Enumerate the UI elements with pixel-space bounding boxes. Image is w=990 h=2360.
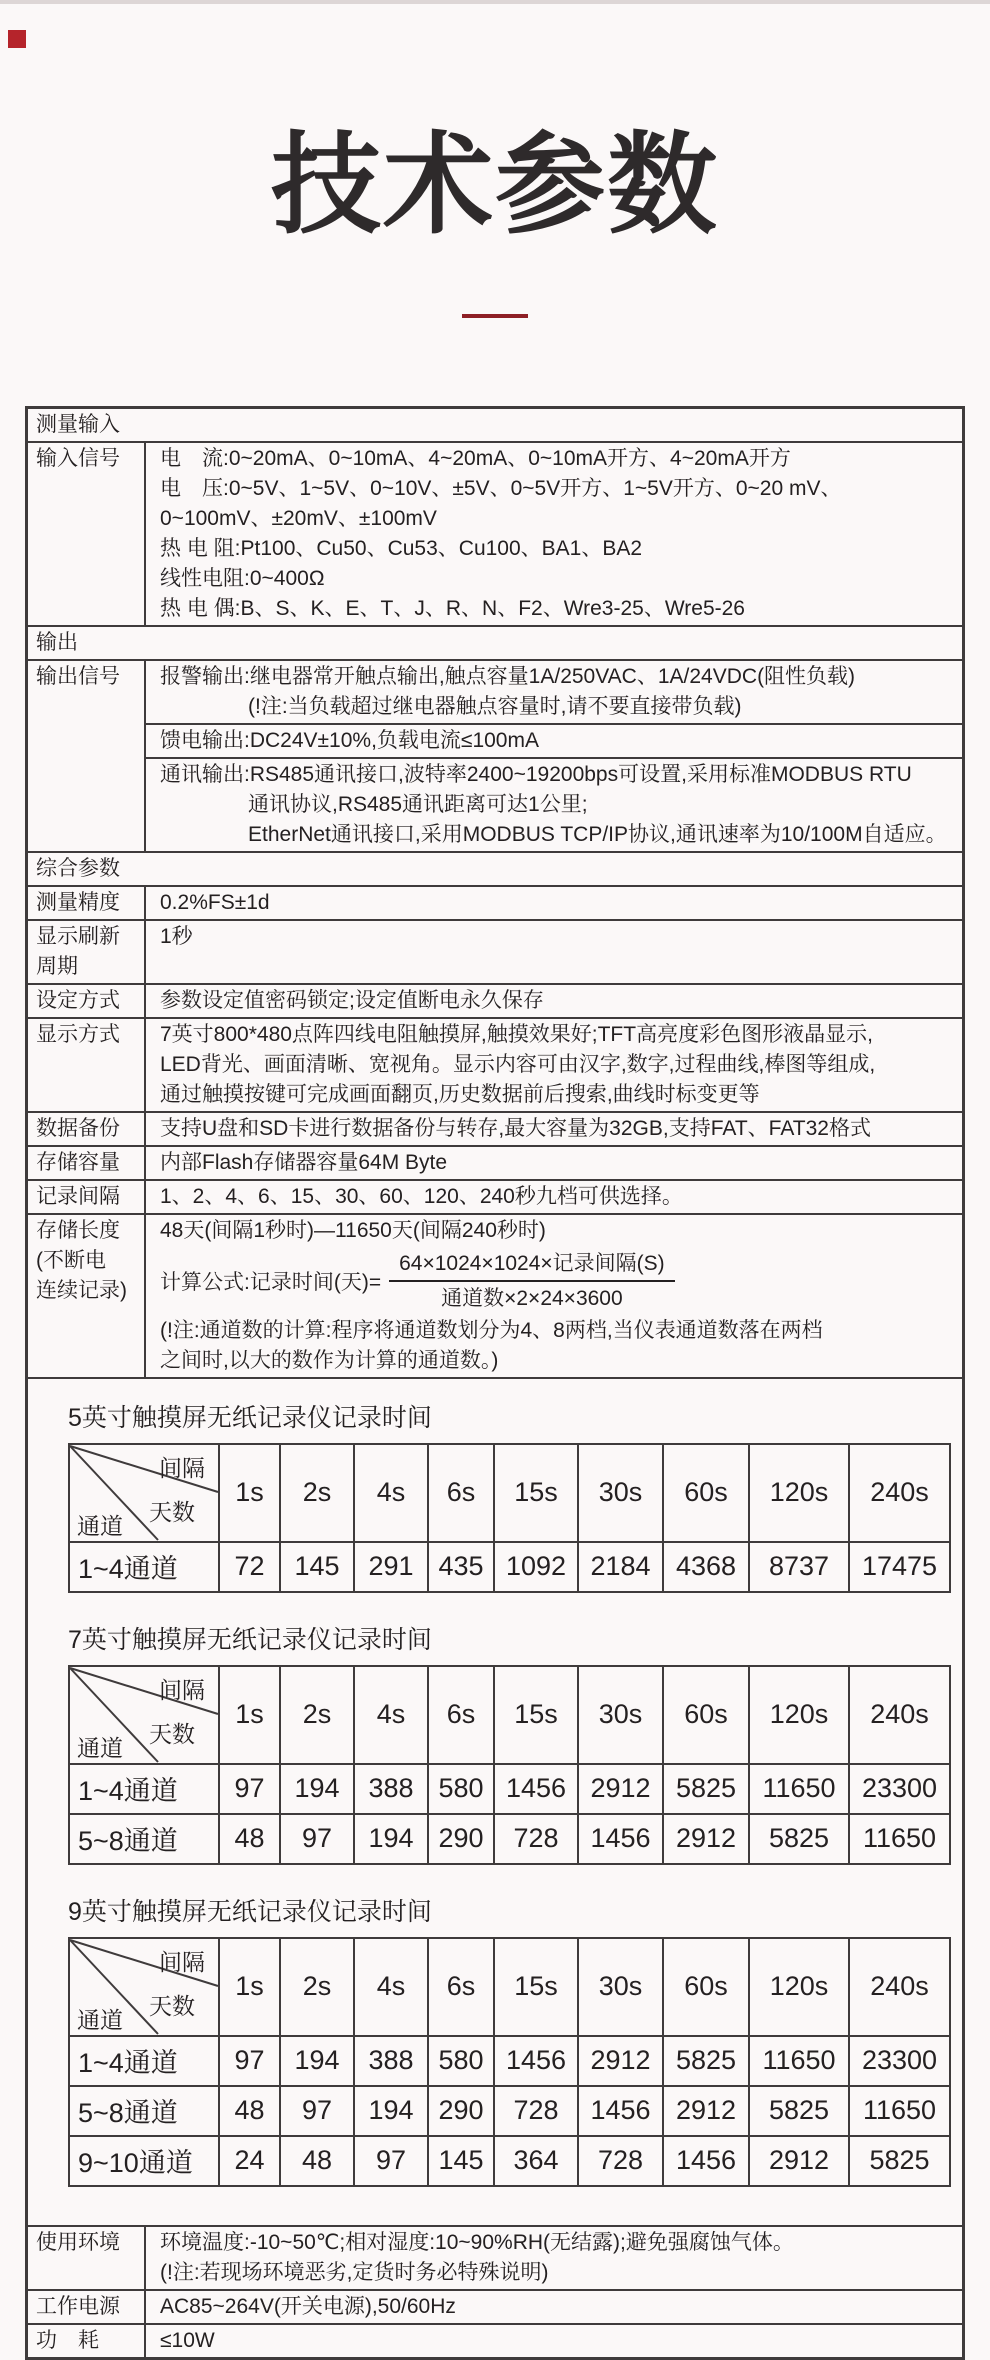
spec-row bbox=[28, 659, 962, 851]
interval-header: 30s bbox=[578, 1938, 663, 2036]
spec-row bbox=[28, 2323, 962, 2357]
spec-row-value bbox=[146, 1181, 962, 1213]
spec-section-header: 输出 bbox=[28, 625, 962, 659]
corner-label-days: 天数 bbox=[149, 1992, 195, 2019]
days-value-cell: 11650 bbox=[749, 1764, 849, 1814]
days-value-cell: 194 bbox=[354, 1814, 428, 1864]
value-line: 馈电输出:DC24V±10%,负载电流≤100mA bbox=[160, 728, 539, 752]
days-value-cell: 23300 bbox=[849, 2036, 950, 2086]
value-line: LED背光、画面清晰、宽视角。显示内容可由汉字,数字,过程曲线,棒图等组成, bbox=[160, 1052, 876, 1076]
days-value-cell: 5825 bbox=[849, 2136, 950, 2186]
spec-row bbox=[28, 885, 962, 919]
days-value-cell: 2912 bbox=[663, 1814, 749, 1864]
days-value-cell: 97 bbox=[280, 2086, 354, 2136]
label-line: 工作电源 bbox=[36, 2294, 120, 2318]
days-value-cell: 1456 bbox=[663, 2136, 749, 2186]
spec-section-header: 综合参数 bbox=[28, 851, 962, 885]
value-line: 环境温度:-10~50℃;相对湿度:10~90%RH(无结露);避免强腐蚀气体。 bbox=[160, 2230, 794, 2254]
interval-header: 240s bbox=[849, 1444, 950, 1542]
interval-header: 4s bbox=[354, 1938, 428, 2036]
interval-header: 2s bbox=[280, 1938, 354, 2036]
value-line: 线性电阻:0~400Ω bbox=[160, 566, 325, 590]
value-line: 1、2、4、6、15、30、60、120、240秒九档可供选择。 bbox=[160, 1184, 683, 1208]
days-value-cell: 11650 bbox=[849, 2086, 950, 2136]
days-value-cell: 23300 bbox=[849, 1764, 950, 1814]
spec-subrow bbox=[146, 723, 962, 757]
spec-table bbox=[25, 406, 965, 2360]
spec-row-value bbox=[146, 1147, 962, 1179]
label-line: 输入信号 bbox=[36, 446, 120, 470]
channel-range-cell: 9~10通道 bbox=[69, 2136, 219, 2186]
recording-table-header-row bbox=[69, 1666, 950, 1764]
interval-header: 30s bbox=[578, 1444, 663, 1542]
value-line: 热 电 偶:B、S、K、E、T、J、R、N、F2、Wre3-25、Wre5-26 bbox=[160, 596, 745, 620]
days-value-cell: 580 bbox=[428, 1764, 494, 1814]
days-value-cell: 194 bbox=[280, 1764, 354, 1814]
spec-section-header: 测量输入 bbox=[36, 412, 120, 436]
days-value-cell: 24 bbox=[219, 2136, 280, 2186]
days-value-cell: 5825 bbox=[663, 1764, 749, 1814]
page-title: 技术参数 bbox=[271, 124, 719, 247]
spec-row-label bbox=[28, 661, 146, 851]
label-line: 输出信号 bbox=[36, 664, 120, 688]
recording-table-block bbox=[68, 1899, 962, 2187]
spec-row-value bbox=[146, 1113, 962, 1145]
days-value-cell: 72 bbox=[219, 1542, 280, 1592]
diagonal-corner-icon bbox=[70, 1668, 218, 1762]
label-line: 连续记录) bbox=[36, 1278, 127, 1302]
diagonal-header-cell bbox=[69, 1444, 219, 1542]
spec-row-value bbox=[146, 443, 962, 625]
days-value-cell: 8737 bbox=[749, 1542, 849, 1592]
days-value-cell: 435 bbox=[428, 1542, 494, 1592]
spec-row-value bbox=[146, 887, 962, 919]
value-line: 热 电 阻:Pt100、Cu50、Cu53、Cu100、BA1、BA2 bbox=[160, 536, 643, 560]
spec-row-label bbox=[28, 1181, 146, 1213]
spec-row bbox=[28, 1213, 962, 1377]
days-value-cell: 48 bbox=[219, 2086, 280, 2136]
interval-header: 2s bbox=[280, 1666, 354, 1764]
days-value-cell: 2912 bbox=[663, 2086, 749, 2136]
days-value-cell: 290 bbox=[428, 2086, 494, 2136]
days-value-cell: 728 bbox=[494, 2086, 578, 2136]
label-line: (不断电 bbox=[36, 1248, 106, 1272]
days-value-cell: 2912 bbox=[578, 2036, 663, 2086]
channel-range-cell: 1~4通道 bbox=[69, 1764, 219, 1814]
interval-header: 6s bbox=[428, 1938, 494, 2036]
days-value-cell: 48 bbox=[219, 1814, 280, 1864]
corner-label-channel: 通道 bbox=[77, 1734, 123, 1761]
recording-table-row bbox=[69, 1814, 950, 1864]
interval-header: 60s bbox=[663, 1444, 749, 1542]
value-line: 电 压:0~5V、1~5V、0~10V、±5V、0~5V开方、1~5V开方、0~20 mV、 bbox=[160, 476, 842, 500]
channel-range-cell: 1~4通道 bbox=[69, 1542, 219, 1592]
interval-header: 1s bbox=[219, 1444, 280, 1542]
interval-header: 15s bbox=[494, 1666, 578, 1764]
days-value-cell: 48 bbox=[280, 2136, 354, 2186]
value-line: 内部Flash存储器容量64M Byte bbox=[160, 1150, 448, 1174]
title-underline bbox=[462, 314, 528, 318]
days-value-cell: 1456 bbox=[494, 2036, 578, 2086]
recording-table-title: 5英寸触摸屏无纸记录仪记录时间 bbox=[68, 1403, 432, 1432]
interval-header: 120s bbox=[749, 1938, 849, 2036]
value-line: 通讯输出:RS485通讯接口,波特率2400~19200bps可设置,采用标准MODBUS RTU bbox=[160, 762, 912, 786]
days-value-cell: 11650 bbox=[749, 2036, 849, 2086]
corner-label-interval: 间隔 bbox=[159, 1948, 205, 1975]
spec-row-value bbox=[146, 2227, 962, 2289]
label-line: 功 耗 bbox=[36, 2328, 99, 2352]
spec-row-value bbox=[146, 921, 962, 983]
diagonal-corner-icon bbox=[70, 1446, 218, 1540]
corner-label-channel: 通道 bbox=[77, 2006, 123, 2033]
spec-row bbox=[28, 2289, 962, 2323]
days-value-cell: 5825 bbox=[663, 2036, 749, 2086]
label-line: 存储容量 bbox=[36, 1150, 120, 1174]
value-line: (!注:当负载超过继电器触点容量时,请不要直接带负载) bbox=[248, 694, 742, 718]
interval-header: 15s bbox=[494, 1444, 578, 1542]
interval-header: 120s bbox=[749, 1666, 849, 1764]
corner-label-interval: 间隔 bbox=[159, 1454, 205, 1481]
interval-header: 4s bbox=[354, 1666, 428, 1764]
value-line: (!注:若现场环境恶劣,定货时务必特殊说明) bbox=[160, 2260, 549, 2284]
spec-row-value bbox=[146, 661, 962, 851]
interval-header: 30s bbox=[578, 1666, 663, 1764]
recording-table-block bbox=[68, 1627, 962, 1865]
diagonal-corner-icon bbox=[70, 1940, 218, 2034]
formula-prefix: 计算公式:记录时间(天)= bbox=[160, 1270, 382, 1294]
spec-row-label bbox=[28, 887, 146, 919]
label-line: 设定方式 bbox=[36, 988, 120, 1012]
value-line: 48天(间隔1秒时)—11650天(间隔240秒时) bbox=[160, 1218, 546, 1242]
value-line: 电 流:0~20mA、0~10mA、4~20mA、0~10mA开方、4~20mA开方 bbox=[160, 446, 791, 470]
recording-table bbox=[68, 1443, 951, 1593]
label-line: 使用环境 bbox=[36, 2230, 120, 2254]
days-value-cell: 728 bbox=[494, 1814, 578, 1864]
value-line: 通讯协议,RS485通讯距离可达1公里; bbox=[248, 792, 588, 816]
diagonal-header-cell bbox=[69, 1666, 219, 1764]
spec-subrow bbox=[146, 985, 962, 1017]
spec-row-label bbox=[28, 1215, 146, 1377]
spec-row bbox=[28, 919, 962, 983]
recording-table-title: 7英寸触摸屏无纸记录仪记录时间 bbox=[68, 1625, 432, 1654]
spec-subrow bbox=[146, 1113, 962, 1145]
recording-table-header-row bbox=[69, 1444, 950, 1542]
corner-label-interval: 间隔 bbox=[159, 1676, 205, 1703]
interval-header: 120s bbox=[749, 1444, 849, 1542]
value-line: 参数设定值密码锁定;设定值断电永久保存 bbox=[160, 988, 544, 1012]
interval-header: 240s bbox=[849, 1938, 950, 2036]
label-line: 显示方式 bbox=[36, 1022, 120, 1046]
recording-tables-cell bbox=[28, 1377, 962, 2225]
label-line: 记录间隔 bbox=[36, 1184, 120, 1208]
spec-row-label bbox=[28, 2325, 146, 2357]
spec-row bbox=[28, 983, 962, 1017]
spec-row bbox=[28, 1017, 962, 1111]
label-line: 显示刷新 bbox=[36, 924, 120, 948]
spec-row-label bbox=[28, 2291, 146, 2323]
spec-row-value bbox=[146, 2291, 962, 2323]
label-line: 存储长度 bbox=[36, 1218, 120, 1242]
storage-formula bbox=[160, 1250, 956, 1312]
value-line: (!注:通道数的计算:程序将通道数划分为4、8两档,当仪表通道数落在两档 bbox=[160, 1318, 823, 1342]
recording-table-row bbox=[69, 2036, 950, 2086]
corner-label-days: 天数 bbox=[149, 1720, 195, 1747]
spec-row-label bbox=[28, 1113, 146, 1145]
days-value-cell: 2912 bbox=[578, 1764, 663, 1814]
spec-subrow bbox=[146, 661, 962, 723]
spec-row-value bbox=[146, 2325, 962, 2357]
days-value-cell: 1456 bbox=[494, 1764, 578, 1814]
value-line: 报警输出:继电器常开触点输出,触点容量1A/250VAC、1A/24VDC(阻性负载) bbox=[160, 664, 856, 688]
recording-table-row bbox=[69, 2086, 950, 2136]
days-value-cell: 97 bbox=[354, 2136, 428, 2186]
corner-label-channel: 通道 bbox=[77, 1512, 123, 1539]
value-line: 0~100mV、±20mV、±100mV bbox=[160, 506, 437, 530]
value-line: ≤10W bbox=[160, 2328, 215, 2352]
recording-table bbox=[68, 1665, 951, 1865]
days-value-cell: 17475 bbox=[849, 1542, 950, 1592]
value-line: 通过触摸按键可完成画面翻页,历史数据前后搜索,曲线时标变更等 bbox=[160, 1082, 760, 1106]
recording-table-row bbox=[69, 1542, 950, 1592]
days-value-cell: 1456 bbox=[578, 2086, 663, 2136]
value-line: 支持U盘和SD卡进行数据备份与转存,最大容量为32GB,支持FAT、FAT32格式 bbox=[160, 1116, 871, 1140]
days-value-cell: 5825 bbox=[749, 1814, 849, 1864]
days-value-cell: 145 bbox=[280, 1542, 354, 1592]
spec-subrow bbox=[146, 1181, 962, 1213]
interval-header: 2s bbox=[280, 1444, 354, 1542]
spec-row bbox=[28, 1111, 962, 1145]
days-value-cell: 364 bbox=[494, 2136, 578, 2186]
spec-row bbox=[28, 1179, 962, 1213]
spec-row-label bbox=[28, 1019, 146, 1111]
spec-subrow bbox=[146, 1215, 962, 1377]
spec-row-label bbox=[28, 443, 146, 625]
days-value-cell: 2912 bbox=[749, 2136, 849, 2186]
formula-fraction bbox=[389, 1250, 675, 1312]
spec-row-label bbox=[28, 985, 146, 1017]
interval-header: 4s bbox=[354, 1444, 428, 1542]
days-value-cell: 728 bbox=[578, 2136, 663, 2186]
spec-row bbox=[28, 441, 962, 625]
days-value-cell: 1456 bbox=[578, 1814, 663, 1864]
days-value-cell: 388 bbox=[354, 2036, 428, 2086]
value-line: 1秒 bbox=[160, 924, 193, 948]
spec-subrow bbox=[146, 2227, 962, 2289]
days-value-cell: 291 bbox=[354, 1542, 428, 1592]
channel-range-cell: 5~8通道 bbox=[69, 2086, 219, 2136]
value-line: AC85~264V(开关电源),50/60Hz bbox=[160, 2294, 456, 2318]
value-line: 7英寸800*480点阵四线电阻触摸屏,触摸效果好;TFT高亮度彩色图形液晶显示, bbox=[160, 1022, 873, 1046]
label-line: 数据备份 bbox=[36, 1116, 120, 1140]
days-value-cell: 194 bbox=[280, 2036, 354, 2086]
days-value-cell: 2184 bbox=[578, 1542, 663, 1592]
recording-table-header-row bbox=[69, 1938, 950, 2036]
channel-range-cell: 1~4通道 bbox=[69, 2036, 219, 2086]
spec-row-value bbox=[146, 1019, 962, 1111]
recording-table-block bbox=[68, 1405, 962, 1593]
spec-subrow bbox=[146, 1147, 962, 1179]
spec-row-label bbox=[28, 2227, 146, 2289]
value-line: 之间时,以大的数作为计算的通道数。) bbox=[160, 1348, 499, 1372]
interval-header: 6s bbox=[428, 1444, 494, 1542]
formula-numerator: 64×1024×1024×记录间隔(S) bbox=[389, 1250, 675, 1282]
days-value-cell: 388 bbox=[354, 1764, 428, 1814]
spec-row bbox=[28, 1145, 962, 1179]
formula-denominator: 通道数×2×24×3600 bbox=[441, 1286, 623, 1310]
corner-label-days: 天数 bbox=[149, 1498, 195, 1525]
days-value-cell: 97 bbox=[219, 1764, 280, 1814]
recording-table-row bbox=[69, 1764, 950, 1814]
interval-header: 240s bbox=[849, 1666, 950, 1764]
recording-table-row bbox=[69, 2136, 950, 2186]
interval-header: 1s bbox=[219, 1666, 280, 1764]
interval-header: 6s bbox=[428, 1666, 494, 1764]
days-value-cell: 11650 bbox=[849, 1814, 950, 1864]
spec-row-label bbox=[28, 1147, 146, 1179]
interval-header: 15s bbox=[494, 1938, 578, 2036]
spec-subrow bbox=[146, 757, 962, 851]
channel-range-cell: 5~8通道 bbox=[69, 1814, 219, 1864]
spec-subrow bbox=[146, 1019, 962, 1111]
recording-table bbox=[68, 1937, 951, 2187]
spec-subrow bbox=[146, 887, 962, 919]
spec-row bbox=[28, 2225, 962, 2289]
spec-row-value bbox=[146, 1215, 962, 1377]
spec-row-value bbox=[146, 985, 962, 1017]
interval-header: 60s bbox=[663, 1666, 749, 1764]
days-value-cell: 194 bbox=[354, 2086, 428, 2136]
days-value-cell: 1092 bbox=[494, 1542, 578, 1592]
spec-subrow bbox=[146, 443, 962, 625]
days-value-cell: 145 bbox=[428, 2136, 494, 2186]
days-value-cell: 5825 bbox=[749, 2086, 849, 2136]
value-line: EtherNet通讯接口,采用MODBUS TCP/IP协议,通讯速率为10/100M自适应。 bbox=[248, 822, 947, 846]
spec-row-label bbox=[28, 921, 146, 983]
value-line: 0.2%FS±1d bbox=[160, 890, 270, 914]
label-line: 周期 bbox=[36, 954, 78, 978]
days-value-cell: 97 bbox=[280, 1814, 354, 1864]
recording-table-title: 9英寸触摸屏无纸记录仪记录时间 bbox=[68, 1897, 432, 1926]
red-corner-marker-icon bbox=[8, 30, 26, 48]
days-value-cell: 4368 bbox=[663, 1542, 749, 1592]
interval-header: 1s bbox=[219, 1938, 280, 2036]
spec-subrow bbox=[146, 2325, 962, 2357]
days-value-cell: 580 bbox=[428, 2036, 494, 2086]
interval-header: 60s bbox=[663, 1938, 749, 2036]
spec-subrow bbox=[146, 2291, 962, 2323]
label-line: 测量精度 bbox=[36, 890, 120, 914]
days-value-cell: 290 bbox=[428, 1814, 494, 1864]
spec-subrow bbox=[146, 921, 962, 983]
diagonal-header-cell bbox=[69, 1938, 219, 2036]
days-value-cell: 97 bbox=[219, 2036, 280, 2086]
